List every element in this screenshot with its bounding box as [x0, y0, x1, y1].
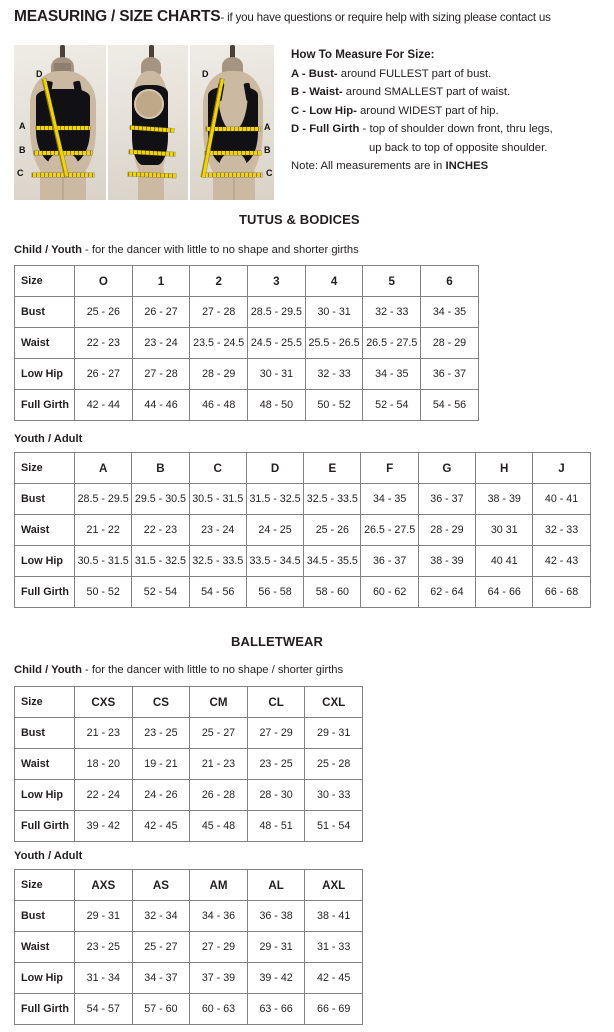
cell: 48 - 50: [248, 390, 306, 421]
column-header-cm: CM: [190, 687, 248, 718]
cell: 31.5 - 32.5: [246, 484, 303, 515]
table-tutus-youth-adult: [14, 452, 591, 608]
cell: 60 - 62: [361, 577, 418, 608]
row-label-waist: Waist: [15, 328, 75, 359]
row-label-waist: Waist: [15, 515, 75, 546]
leotard-arm-hole: [134, 89, 164, 119]
photo-back-view: [190, 45, 274, 200]
cell: 34 - 37: [132, 963, 190, 994]
cell: 34 - 35: [421, 297, 479, 328]
table-row: [15, 994, 363, 1025]
cell: 50 - 52: [75, 577, 132, 608]
cell: 39 - 42: [247, 963, 305, 994]
column-header-as: AS: [132, 870, 190, 901]
cell: 57 - 60: [132, 994, 190, 1025]
cell: 23 - 24: [132, 328, 190, 359]
measure-key-b: B - Waist-: [291, 86, 343, 98]
column-header-axl: AXL: [305, 870, 363, 901]
photo-label-A: A: [19, 121, 26, 131]
cell: 27 - 29: [190, 932, 248, 963]
section-title-tutus-bodices: TUTUS & BODICES: [239, 212, 360, 227]
table-row: [15, 963, 363, 994]
group-label-ballet-child-bold: Child / Youth: [14, 664, 82, 676]
table-row: [15, 515, 591, 546]
row-label-bust: Bust: [15, 484, 75, 515]
table-row: [15, 328, 479, 359]
page-header: [14, 8, 606, 26]
column-header-1: 1: [132, 266, 190, 297]
cell: 29 - 31: [305, 718, 363, 749]
cell: 23.5 - 24.5: [190, 328, 248, 359]
column-header-size: Size: [15, 687, 75, 718]
page-title: MEASURING / SIZE CHARTS: [14, 8, 221, 25]
cell: 66 - 69: [305, 994, 363, 1025]
column-header-c: C: [189, 453, 246, 484]
cell: 27 - 28: [190, 297, 248, 328]
group-label-tutus-child-bold: Child / Youth: [14, 244, 82, 256]
cell: 30 - 33: [305, 780, 363, 811]
table-row: [15, 932, 363, 963]
row-label-low-hip: Low Hip: [15, 546, 75, 577]
table-row: [15, 780, 363, 811]
column-header-6: 6: [421, 266, 479, 297]
cell: 60 - 63: [190, 994, 248, 1025]
table-header-row: [15, 266, 479, 297]
table-header-row: [15, 453, 591, 484]
group-label-tutus-adult-bold: Youth / Adult: [14, 433, 83, 445]
row-label-full-girth: Full Girth: [15, 994, 75, 1025]
cell: 32 - 33: [533, 515, 590, 546]
cell: 31 - 33: [305, 932, 363, 963]
photo-front-view: [14, 45, 106, 200]
cell: 38 - 39: [418, 546, 475, 577]
column-header-size: Size: [15, 266, 75, 297]
group-label-ballet-adult: [14, 850, 82, 862]
cell: 28 - 30: [247, 780, 305, 811]
column-header-5: 5: [363, 266, 421, 297]
cell: 52 - 54: [132, 577, 189, 608]
how-to-measure-block: [291, 48, 611, 172]
cell: 22 - 23: [132, 515, 189, 546]
measure-units-note-emphasis: INCHES: [445, 160, 489, 172]
measure-line-waist: [291, 86, 611, 98]
group-label-ballet-adult-bold: Youth / Adult: [14, 850, 83, 862]
dressform-leg-split: [62, 177, 64, 200]
measure-line-lowhip: [291, 105, 611, 117]
tape-hip-back: [204, 173, 262, 177]
cell: 45 - 48: [190, 811, 248, 842]
row-label-full-girth: Full Girth: [15, 390, 75, 421]
column-header-size: Size: [15, 870, 75, 901]
cell: 32 - 34: [132, 901, 190, 932]
column-header-3: 3: [248, 266, 306, 297]
cell: 22 - 24: [75, 780, 133, 811]
table-row: [15, 484, 591, 515]
cell: 27 - 28: [132, 359, 190, 390]
cell: 29 - 31: [75, 901, 133, 932]
cell: 28 - 29: [418, 515, 475, 546]
cell: 21 - 22: [75, 515, 132, 546]
photo-label-C: C: [266, 168, 273, 178]
cell: 31.5 - 32.5: [132, 546, 189, 577]
cell: 25 - 28: [305, 749, 363, 780]
table-balletwear-youth-adult: [14, 869, 363, 1025]
cell: 26.5 - 27.5: [363, 328, 421, 359]
row-label-bust: Bust: [15, 718, 75, 749]
column-header-a: A: [75, 453, 132, 484]
cell: 29.5 - 30.5: [132, 484, 189, 515]
table-row: [15, 359, 479, 390]
column-header-e: E: [304, 453, 361, 484]
row-label-low-hip: Low Hip: [15, 780, 75, 811]
cell: 30 - 31: [305, 297, 363, 328]
measure-desc-c: around WIDEST part of hip.: [356, 104, 499, 117]
cell: 22 - 23: [75, 328, 133, 359]
cell: 34.5 - 35.5: [304, 546, 361, 577]
cell: 30.5 - 31.5: [189, 484, 246, 515]
cell: 36 - 37: [418, 484, 475, 515]
cell: 31 - 34: [75, 963, 133, 994]
cell: 42 - 44: [75, 390, 133, 421]
tape-waist-back: [205, 151, 261, 155]
cell: 30 31: [476, 515, 533, 546]
cell: 64 - 66: [476, 577, 533, 608]
cell: 26 - 27: [132, 297, 190, 328]
measure-key-a: A - Bust-: [291, 67, 338, 80]
cell: 24 - 26: [132, 780, 190, 811]
table-tutus-child-youth: [14, 265, 479, 421]
column-header-h: H: [476, 453, 533, 484]
table-row: [15, 577, 591, 608]
cell: 36 - 38: [247, 901, 305, 932]
cell: 54 - 56: [189, 577, 246, 608]
row-label-full-girth: Full Girth: [15, 811, 75, 842]
page-subtitle-note: - if you have questions or require help with sizing please contact us: [220, 11, 551, 24]
column-header-0: O: [75, 266, 133, 297]
cell: 25.5 - 26.5: [305, 328, 363, 359]
cell: 26.5 - 27.5: [361, 515, 418, 546]
cell: 39 - 42: [75, 811, 133, 842]
measure-line-fullgirth: [291, 123, 611, 135]
table-header-row: [15, 687, 363, 718]
cell: 26 - 28: [190, 780, 248, 811]
cell: 46 - 48: [190, 390, 248, 421]
column-header-4: 4: [305, 266, 363, 297]
cell: 40 - 41: [533, 484, 590, 515]
cell: 28 - 29: [421, 328, 479, 359]
table-row: [15, 546, 591, 577]
measure-desc-b: around SMALLEST part of waist.: [342, 86, 511, 98]
cell: 28 - 29: [190, 359, 248, 390]
photo-label-B: B: [19, 145, 26, 155]
tape-bust-front: [36, 126, 90, 130]
cell: 19 - 21: [132, 749, 190, 780]
cell: 63 - 66: [247, 994, 305, 1025]
cell: 36 - 37: [361, 546, 418, 577]
cell: 25 - 27: [132, 932, 190, 963]
column-header-cxl: CXL: [305, 687, 363, 718]
cell: 32 - 33: [305, 359, 363, 390]
row-label-bust: Bust: [15, 297, 75, 328]
cell: 38 - 41: [305, 901, 363, 932]
measure-desc-a: around FULLEST part of bust.: [337, 67, 492, 80]
column-header-j: J: [533, 453, 590, 484]
cell: 54 - 57: [75, 994, 133, 1025]
cell: 30 - 31: [248, 359, 306, 390]
cell: 51 - 54: [305, 811, 363, 842]
cell: 23 - 24: [189, 515, 246, 546]
cell: 42 - 45: [305, 963, 363, 994]
measure-units-note-prefix: Note: All measurements are in: [291, 160, 446, 172]
cell: 33.5 - 34.5: [246, 546, 303, 577]
cell: 28.5 - 29.5: [75, 484, 132, 515]
cell: 24.5 - 25.5: [248, 328, 306, 359]
photo-label-B: B: [264, 145, 271, 155]
table-row: [15, 718, 363, 749]
dressform-leg-split: [233, 177, 235, 200]
column-header-cl: CL: [247, 687, 305, 718]
column-header-axs: AXS: [75, 870, 133, 901]
row-label-waist: Waist: [15, 932, 75, 963]
cell: 40 41: [476, 546, 533, 577]
column-header-b: B: [132, 453, 189, 484]
column-header-d: D: [246, 453, 303, 484]
cell: 44 - 46: [132, 390, 190, 421]
table-row: [15, 297, 479, 328]
measure-units-note: [291, 160, 611, 172]
row-label-waist: Waist: [15, 749, 75, 780]
row-label-low-hip: Low Hip: [15, 359, 75, 390]
group-label-ballet-child: [14, 664, 343, 676]
cell: 21 - 23: [75, 718, 133, 749]
cell: 34 - 35: [361, 484, 418, 515]
cell: 23 - 25: [247, 749, 305, 780]
table-header-row: [15, 870, 363, 901]
cell: 42 - 43: [533, 546, 590, 577]
cell: 36 - 37: [421, 359, 479, 390]
cell: 38 - 39: [476, 484, 533, 515]
group-label-tutus-child: [14, 244, 359, 256]
column-header-g: G: [418, 453, 475, 484]
row-label-low-hip: Low Hip: [15, 963, 75, 994]
cell: 34 - 35: [363, 359, 421, 390]
column-header-2: 2: [190, 266, 248, 297]
cell: 32 - 33: [363, 297, 421, 328]
photo-label-D: D: [36, 69, 43, 79]
cell: 30.5 - 31.5: [75, 546, 132, 577]
cell: 23 - 25: [132, 718, 190, 749]
cell: 37 - 39: [190, 963, 248, 994]
photo-label-C: C: [17, 168, 24, 178]
measure-line-fullgirth-continued: up back to top of opposite shoulder.: [369, 141, 548, 154]
cell: 42 - 45: [132, 811, 190, 842]
cell: 66 - 68: [533, 577, 590, 608]
cell: 25 - 27: [190, 718, 248, 749]
row-label-bust: Bust: [15, 901, 75, 932]
measure-key-d: D - Full Girth: [291, 123, 360, 135]
measure-key-c: C - Low Hip-: [291, 104, 357, 117]
column-header-size: Size: [15, 453, 75, 484]
cell: 62 - 64: [418, 577, 475, 608]
group-label-ballet-child-rest: - for the dancer with little to no shape / shorter girths: [81, 664, 344, 676]
group-label-tutus-child-rest: - for the dancer with little to no shape and shorter girths: [81, 244, 359, 256]
cell: 27 - 29: [247, 718, 305, 749]
cell: 24 - 25: [246, 515, 303, 546]
row-label-full-girth: Full Girth: [15, 577, 75, 608]
cell: 32.5 - 33.5: [189, 546, 246, 577]
how-to-measure-title: How To Measure For Size:: [291, 48, 435, 61]
section-title-balletwear: BALLETWEAR: [231, 634, 323, 649]
group-label-tutus-adult: [14, 433, 82, 445]
cell: 56 - 58: [246, 577, 303, 608]
cell: 29 - 31: [247, 932, 305, 963]
cell: 58 - 60: [304, 577, 361, 608]
cell: 25 - 26: [304, 515, 361, 546]
measuring-photos: [14, 45, 274, 200]
cell: 28.5 - 29.5: [248, 297, 306, 328]
photo-label-D: D: [202, 69, 209, 79]
cell: 21 - 23: [190, 749, 248, 780]
cell: 23 - 25: [75, 932, 133, 963]
measure-desc-d: - top of shoulder down front, thru legs,: [359, 123, 553, 135]
table-row: [15, 901, 363, 932]
cell: 50 - 52: [305, 390, 363, 421]
column-header-al: AL: [247, 870, 305, 901]
photo-side-view: [108, 45, 188, 200]
photo-label-A: A: [264, 122, 271, 132]
cell: 52 - 54: [363, 390, 421, 421]
table-balletwear-child-youth: [14, 686, 363, 842]
table-row: [15, 749, 363, 780]
cell: 32.5 - 33.5: [304, 484, 361, 515]
column-header-cs: CS: [132, 687, 190, 718]
cell: 54 - 56: [421, 390, 479, 421]
column-header-f: F: [361, 453, 418, 484]
cell: 34 - 36: [190, 901, 248, 932]
column-header-cxs: CXS: [75, 687, 133, 718]
cell: 48 - 51: [247, 811, 305, 842]
cell: 25 - 26: [75, 297, 133, 328]
table-row: [15, 811, 363, 842]
column-header-am: AM: [190, 870, 248, 901]
table-row: [15, 390, 479, 421]
cell: 26 - 27: [75, 359, 133, 390]
cell: 18 - 20: [75, 749, 133, 780]
measure-line-bust: [291, 68, 611, 80]
